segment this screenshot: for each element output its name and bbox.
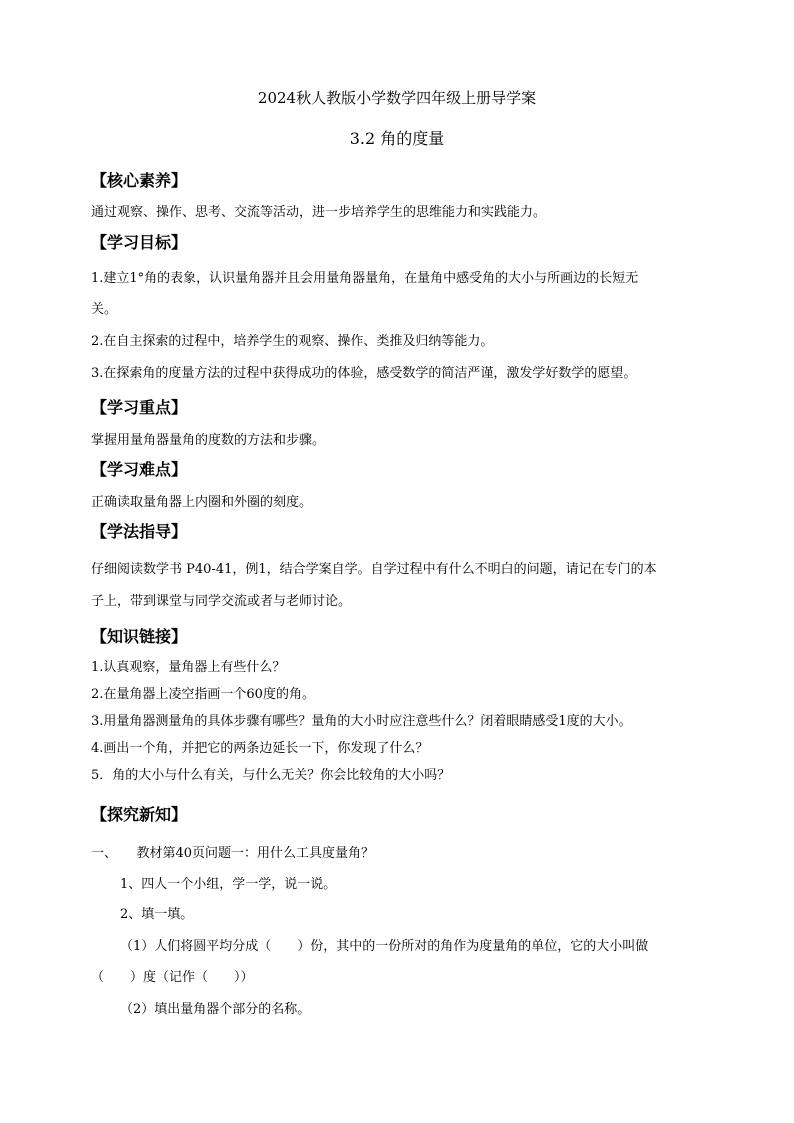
heading-study-guide: 【学法指导】 [91, 522, 188, 541]
heading-difficulties: 【学习难点】 [91, 460, 188, 479]
core-literacy-text: 通过观察、操作、思考、交流等活动，进一步培养学生的思维能力和实践能力。 [91, 205, 547, 220]
learning-goal-3: 3.在探索角的度量方法的过程中获得成功的体验，感受数学的简洁严谨，激发学好数学的愿望。 [91, 366, 637, 381]
knowledge-link-5: 5．角的大小与什么有关，与什么无关？你会比较角的大小吗？ [91, 768, 451, 783]
heading-learning-goals: 【学习目标】 [91, 233, 188, 252]
knowledge-link-3: 3.用量角器测量角的具体步骤有哪些？量角的大小时应注意些什么？闭着眼睛感受1度的大小。 [91, 714, 632, 729]
explore-line-6: （2）填出量角器个部分的名称。 [120, 1002, 311, 1017]
key-points-text: 掌握用量角器量角的度数的方法和步骤。 [91, 433, 326, 448]
knowledge-link-2: 2.在量角器上凌空指画一个60度的角。 [91, 687, 315, 702]
learning-goal-2: 2.在自主探索的过程中，培养学生的观察、操作、类推及归纳等能力。 [91, 334, 494, 349]
heading-core-literacy: 【核心素养】 [91, 171, 188, 190]
knowledge-link-1: 1.认真观察，量角器上有些什么？ [91, 660, 286, 675]
difficulties-text: 正确读取量角器上内圈和外圈的刻度。 [91, 495, 313, 510]
study-guide-line-1: 仔细阅读数学书 P40-41，例1，结合学案自学。自学过程中有什么不明白的问题，请记在专门的本 [91, 562, 657, 577]
learning-goal-1-cont: 关。 [91, 302, 118, 317]
heading-explore: 【探究新知】 [91, 805, 188, 824]
explore-line-1: 一、 教材第40页问题一：用什么工具度量角？ [91, 846, 375, 861]
explore-line-3: 2、填一填。 [120, 907, 194, 922]
explore-line-5: （ ）度（记作（ ）） [91, 970, 254, 985]
document-subtitle: 3.2 角的度量 [349, 129, 445, 148]
explore-line-2: 1、四人一个小组，学一学，说一说。 [120, 877, 337, 892]
learning-goal-1: 1.建立1°角的表象，认识量角器并且会用量角器量角，在量角中感受角的大小与所画边的长短无 [91, 271, 639, 286]
knowledge-link-4: 4.画出一个角，并把它的两条边延长一下，你发现了什么？ [91, 741, 429, 756]
study-guide-line-2: 子上，带到课堂与同学交流或者与老师讨论。 [91, 594, 352, 609]
heading-knowledge-links: 【知识链接】 [91, 627, 188, 646]
explore-line-4: （1）人们将圆平均分成（ ）份，其中的一份所对的角作为度量角的单位，它的大小叫做 [120, 939, 649, 954]
document-title: 2024秋人教版小学数学四年级上册导学案 [257, 89, 537, 107]
heading-key-points: 【学习重点】 [91, 398, 188, 417]
